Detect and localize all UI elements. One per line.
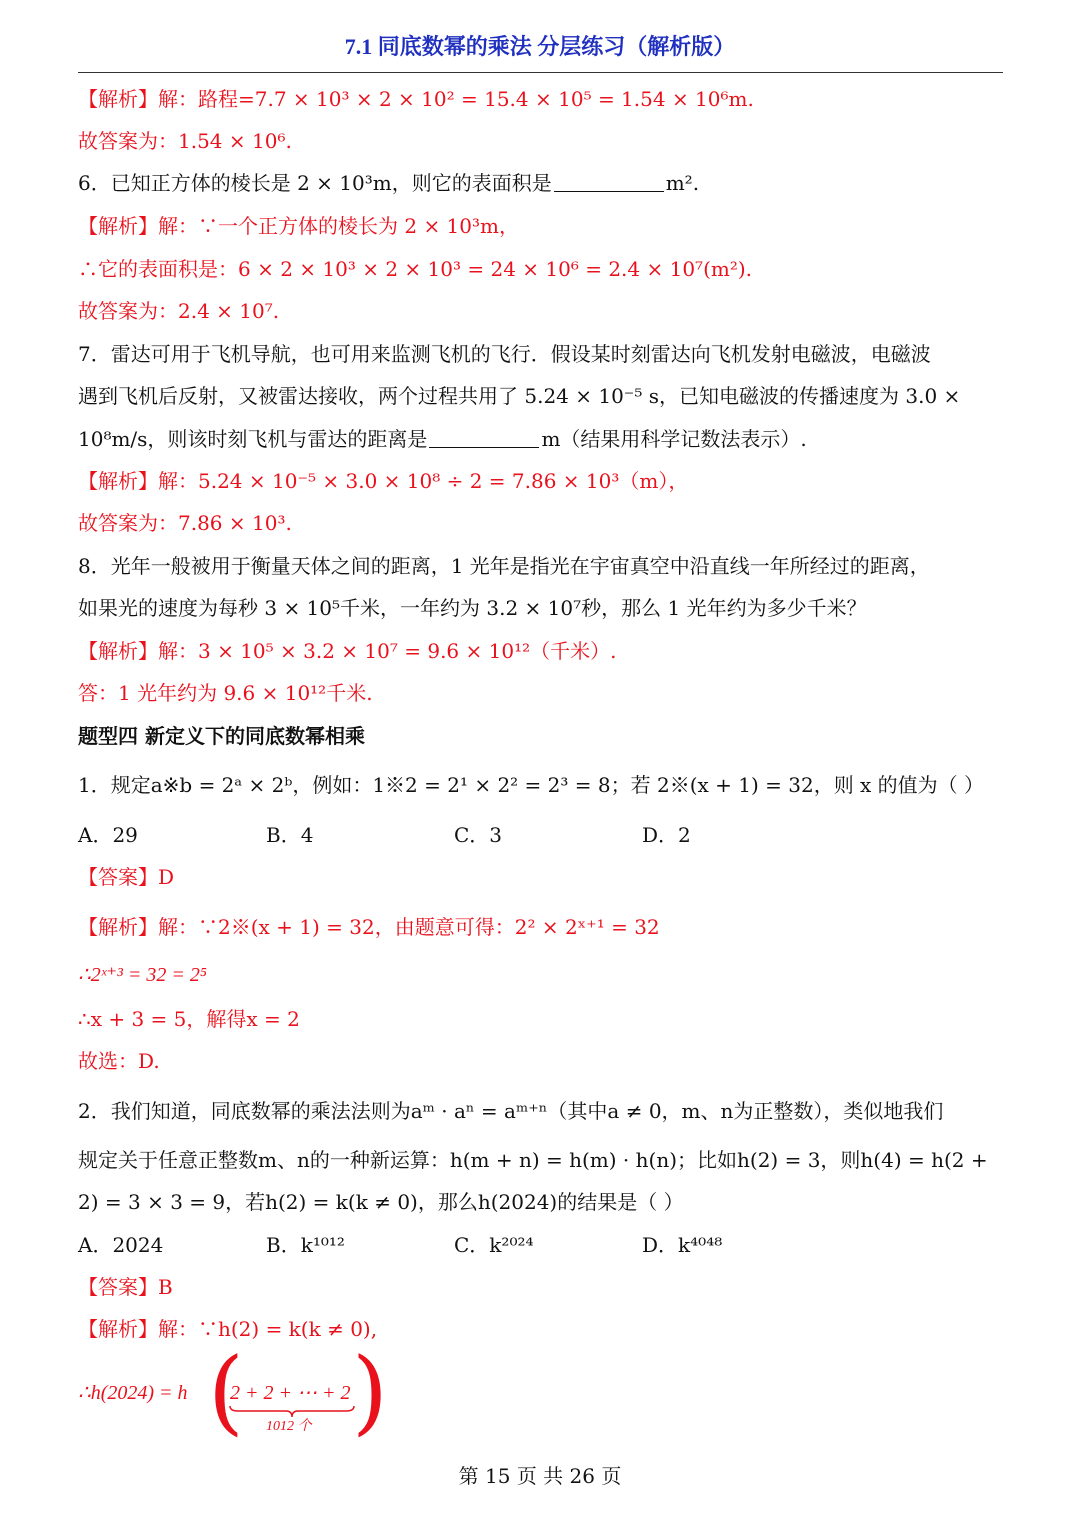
option-d: D．2: [642, 823, 691, 847]
question-8-line: 8．光年一般被用于衡量天体之间的距离，1 光年是指光在宇宙真空中沿直线一年所经过的距离，: [78, 554, 930, 578]
analysis-line: ∴2ˣ⁺³ = 32 = 2⁵: [78, 964, 207, 986]
question-7-text: 10⁸m/s，则该时刻飞机与雷达的距离是: [78, 427, 428, 451]
analysis-line: ∴x + 3 = 5，解得x = 2: [78, 1007, 300, 1031]
question-8-line: 如果光的速度为每秒 3 × 10⁵千米，一年约为 3.2 × 10⁷秒，那么 1 光年约为多少千米？: [78, 596, 867, 620]
answer-blank: [554, 169, 664, 192]
underbrace-label: 1012 个: [266, 1419, 312, 1434]
analysis-line: 【解析】解：∵一个正方体的棱长为 2 × 10³m，: [78, 214, 519, 238]
answer-line: 故选：D.: [78, 1049, 160, 1073]
question-7-unit: m（结果用科学记数法表示）.: [541, 427, 807, 451]
answer-label: 【答案】B: [78, 1275, 173, 1299]
option-d: D．k⁴⁰⁴⁸: [642, 1233, 723, 1257]
answer-blank: [429, 425, 539, 448]
answer-line: 故答案为：2.4 × 10⁷.: [78, 299, 280, 323]
question-6-unit: m².: [665, 171, 700, 195]
option-a: A．29: [78, 823, 138, 847]
analysis-line: ∴它的表面积是：6 × 2 × 10³ × 2 × 10³ = 24 × 10⁶ = 2.4 × 10⁷(m²).: [78, 257, 753, 281]
analysis-line: 【解析】解：∵2※(x + 1) = 32，由题意可得：2² × 2ˣ⁺¹ = 32: [78, 915, 660, 939]
right-paren: ): [352, 1338, 388, 1445]
analysis-line: 【解析】解：∵h(2) = k(k ≠ 0),: [78, 1317, 378, 1341]
section-heading: 题型四 新定义下的同底数幂相乘: [78, 724, 365, 748]
answer-line: 故答案为：1.54 × 10⁶.: [78, 129, 292, 153]
question-6: [78, 168, 1008, 198]
analysis-formula-inner: 2 + 2 + ⋯ + 2: [230, 1382, 351, 1404]
option-a: A．2024: [78, 1233, 164, 1257]
option-b: B．4: [266, 823, 314, 847]
left-paren: (: [208, 1338, 244, 1445]
question-7-line: 遇到飞机后反射，又被雷达接收，两个过程共用了 5.24 × 10⁻⁵ s，已知电磁波的传播速度为 3.0 ×: [78, 384, 961, 408]
section4-question-2-line: 2) = 3 × 3 = 9，若h(2) = k(k ≠ 0)，那么h(2024)的结果是（ ）: [78, 1190, 684, 1214]
analysis-line: 【解析】解：5.24 × 10⁻⁵ × 3.0 × 10⁸ ÷ 2 = 7.86 × 10³（m），: [78, 469, 689, 493]
answer-line: 故答案为：7.86 × 10³.: [78, 511, 292, 535]
question-6-text: 6．已知正方体的棱长是 2 × 10³m，则它的表面积是: [78, 171, 552, 195]
option-b: B．k¹⁰¹²: [266, 1233, 345, 1257]
page-footer: 第 15 页 共 26 页: [458, 1464, 622, 1488]
answer-label: 【答案】D: [78, 865, 175, 889]
section4-question-2-line: 规定关于任意正整数m、n的一种新运算：h(m + n) = h(m) · h(n)；比如h(2) = 3，则h(4) = h(2 +: [78, 1148, 988, 1172]
question-7-line: 7．雷达可用于飞机导航，也可用来监测飞机的飞行．假设某时刻雷达向飞机发射电磁波，电磁波: [78, 342, 931, 366]
question-7-line: [78, 424, 1008, 454]
analysis-line: 【解析】解：路程=7.7 × 10³ × 2 × 10² = 15.4 × 10⁵ = 1.54 × 10⁶m.: [78, 87, 754, 111]
section4-question-1: 1．规定a※b = 2ᵃ × 2ᵇ，例如：1※2 = 2¹ × 2² = 2³ = 8；若 2※(x + 1) = 32，则 x 的值为（ ）: [78, 773, 985, 797]
option-c: C．3: [454, 823, 503, 847]
analysis-formula-prefix: ∴h(2024) = h: [78, 1382, 188, 1404]
section4-question-2-line: 2．我们知道，同底数幂的乘法法则为aᵐ · aⁿ = aᵐ⁺ⁿ（其中a ≠ 0，m、n为正整数），类似地我们: [78, 1099, 944, 1123]
option-c: C．k²⁰²⁴: [454, 1233, 534, 1257]
answer-line: 答：1 光年约为 9.6 × 10¹²千米.: [78, 681, 373, 705]
page-header-title: 7.1 同底数幂的乘法 分层练习（解析版）: [344, 34, 736, 59]
header-rule: [78, 72, 1003, 73]
analysis-line: 【解析】解：3 × 10⁵ × 3.2 × 10⁷ = 9.6 × 10¹²（千米）.: [78, 639, 617, 663]
